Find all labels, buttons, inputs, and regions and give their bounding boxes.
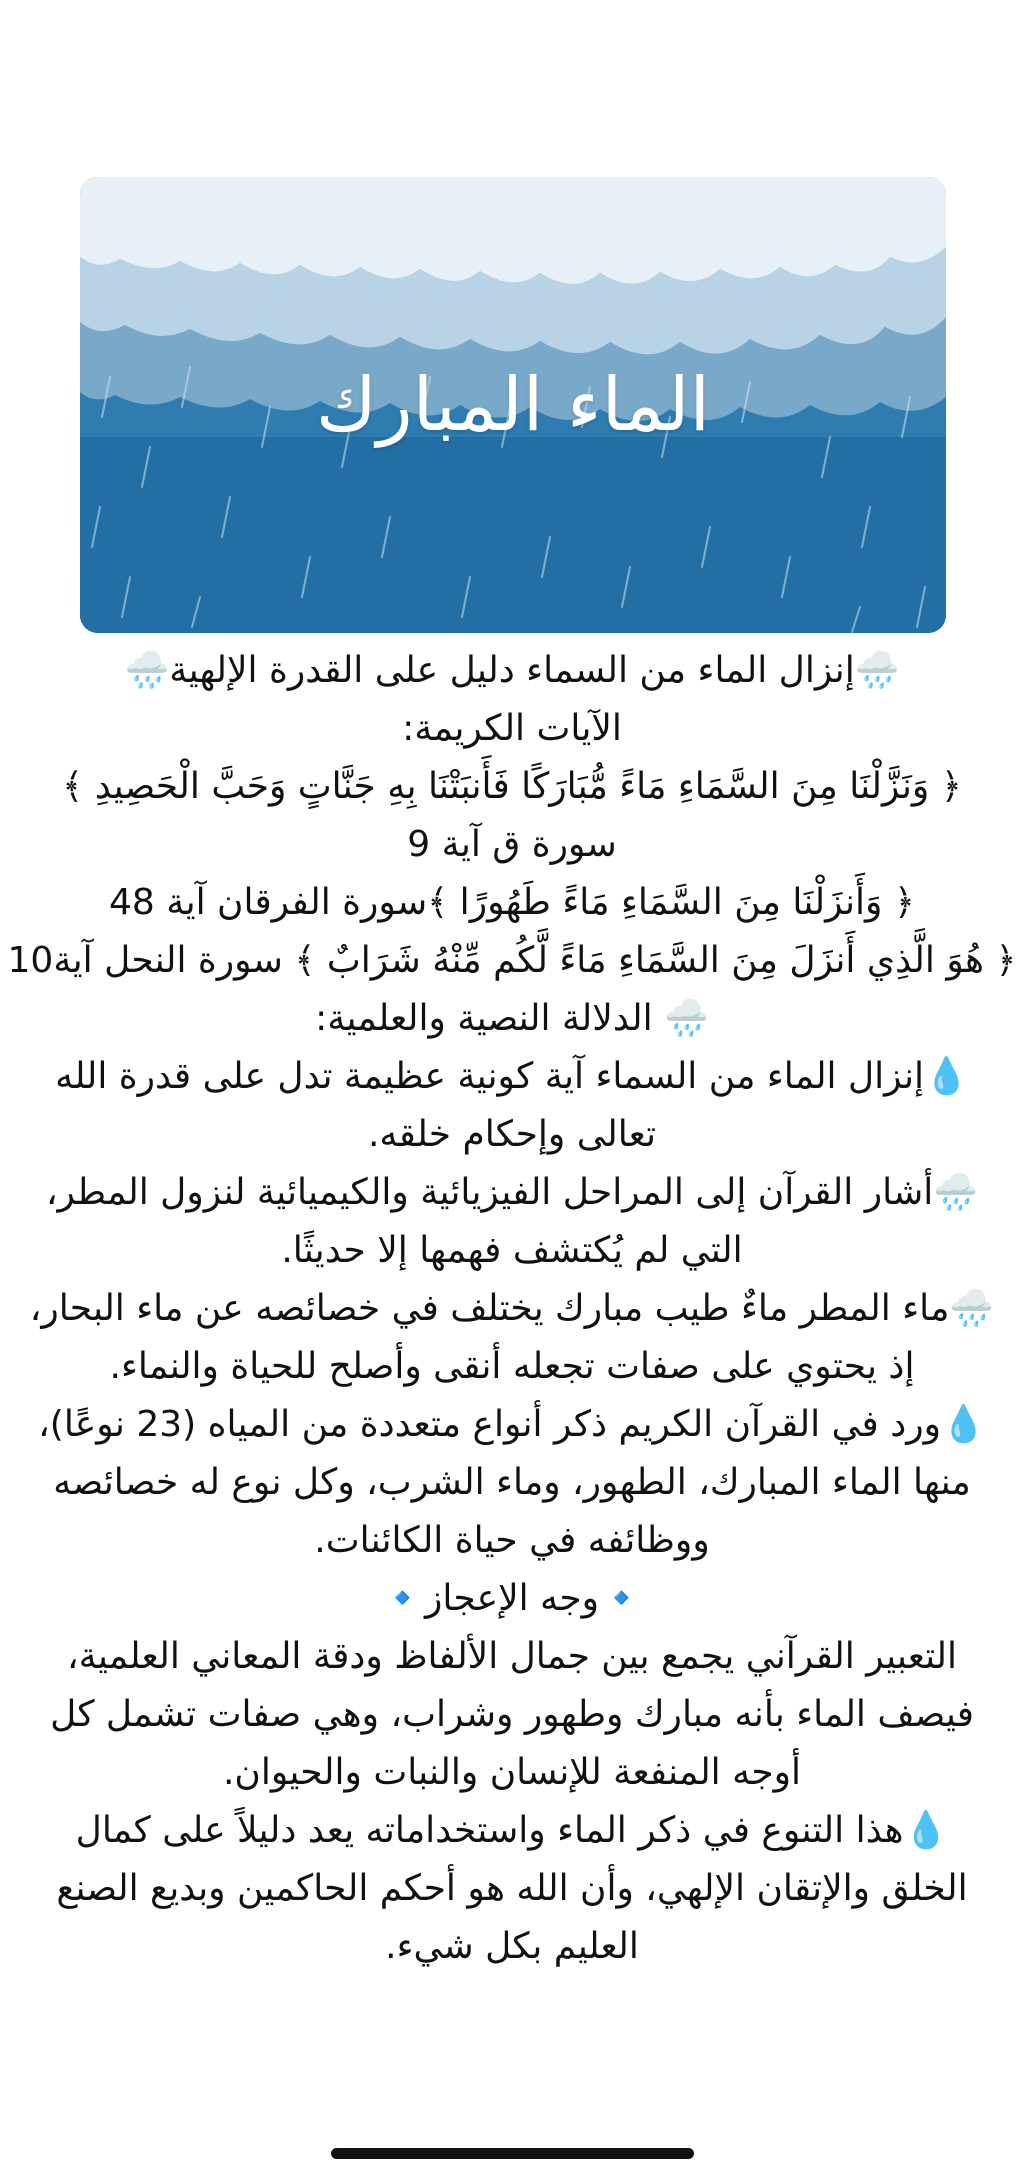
body-line: منها الماء المبارك، الطهور، وماء الشرب، وكل نوع له خصائصه bbox=[53, 1462, 971, 1503]
body-line: 🌧️أشار القرآن إلى المراحل الفيزيائية والكيميائية لنزول المطر، bbox=[45, 1172, 979, 1213]
body-line: أوجه المنفعة للإنسان والنبات والحيوان. bbox=[222, 1752, 802, 1793]
body-line: التعبير القرآني يجمع بين جمال الألفاظ ودقة المعاني العلمية، bbox=[66, 1636, 957, 1677]
home-indicator[interactable] bbox=[331, 2148, 694, 2159]
body-line: 💧ورد في القرآن الكريم ذكر أنواع متعددة من المياه (23 نوعًا)، bbox=[38, 1404, 986, 1445]
banner-title: الماء المبارك bbox=[315, 362, 711, 448]
verse-reference: سورة ق آية 9 bbox=[407, 824, 617, 865]
body-line: العليم بكل شيء. bbox=[385, 1926, 639, 1967]
banner-image bbox=[80, 177, 946, 633]
body-line: 🌧️ماء المطر ماءٌ طيب مبارك يختلف في خصائصه عن ماء البحار، bbox=[29, 1288, 995, 1329]
body-line: ووظائفه في حياة الكائنات. bbox=[314, 1520, 710, 1561]
heading-line: 🌧️إنزال الماء من السماء دليل على القدرة الإلهية🌧️ bbox=[124, 650, 900, 691]
body-line: الخلق والإتقان الإلهي، وأن الله هو أحكم الحاكمين وبديع الصنع bbox=[56, 1868, 968, 1909]
body-line: التي لم يُكتشف فهمها إلا حديثًا. bbox=[281, 1230, 743, 1271]
verse-line: ﴿ وَأَنزَلْنَا مِنَ السَّمَاءِ مَاءً طَهُورًا ﴾سورة الفرقان آية 48 bbox=[109, 882, 915, 923]
body-line: فيصف الماء بأنه مبارك وطهور وشراب، وهي صفات تشمل كل bbox=[50, 1694, 974, 1735]
subheading-miracle: 🔹وجه الإعجاز🔹 bbox=[380, 1578, 644, 1619]
body-line: إذ يحتوي على صفات تجعله أنقى وأصلح للحياة والنماء. bbox=[109, 1346, 915, 1387]
verse-line: ﴿ وَنَزَّلْنَا مِنَ السَّمَاءِ مَاءً مُّبَارَكًا فَأَنبَتْنَا بِهِ جَنَّاتٍ وَحَبَّ الْحَصِيدِ ﴾ bbox=[62, 766, 962, 807]
body-line: 💧هذا التنوع في ذكر الماء واستخداماته يعد دليلاً على كمال bbox=[75, 1810, 949, 1851]
article-body bbox=[0, 642, 1024, 1976]
subheading-verses: الآيات الكريمة: bbox=[402, 708, 622, 749]
body-line: تعالى وإحكام خلقه. bbox=[367, 1114, 657, 1155]
subheading-significance: 🌧️ الدلالة النصية والعلمية: bbox=[315, 998, 709, 1039]
verse-line: ﴿ هُوَ الَّذِي أَنزَلَ مِنَ السَّمَاءِ مَاءً لَّكُم مِّنْهُ شَرَابٌ ﴾ سورة النحل آية10 bbox=[7, 940, 1017, 981]
body-line: 💧إنزال الماء من السماء آية كونية عظيمة تدل على قدرة الله bbox=[55, 1056, 969, 1097]
